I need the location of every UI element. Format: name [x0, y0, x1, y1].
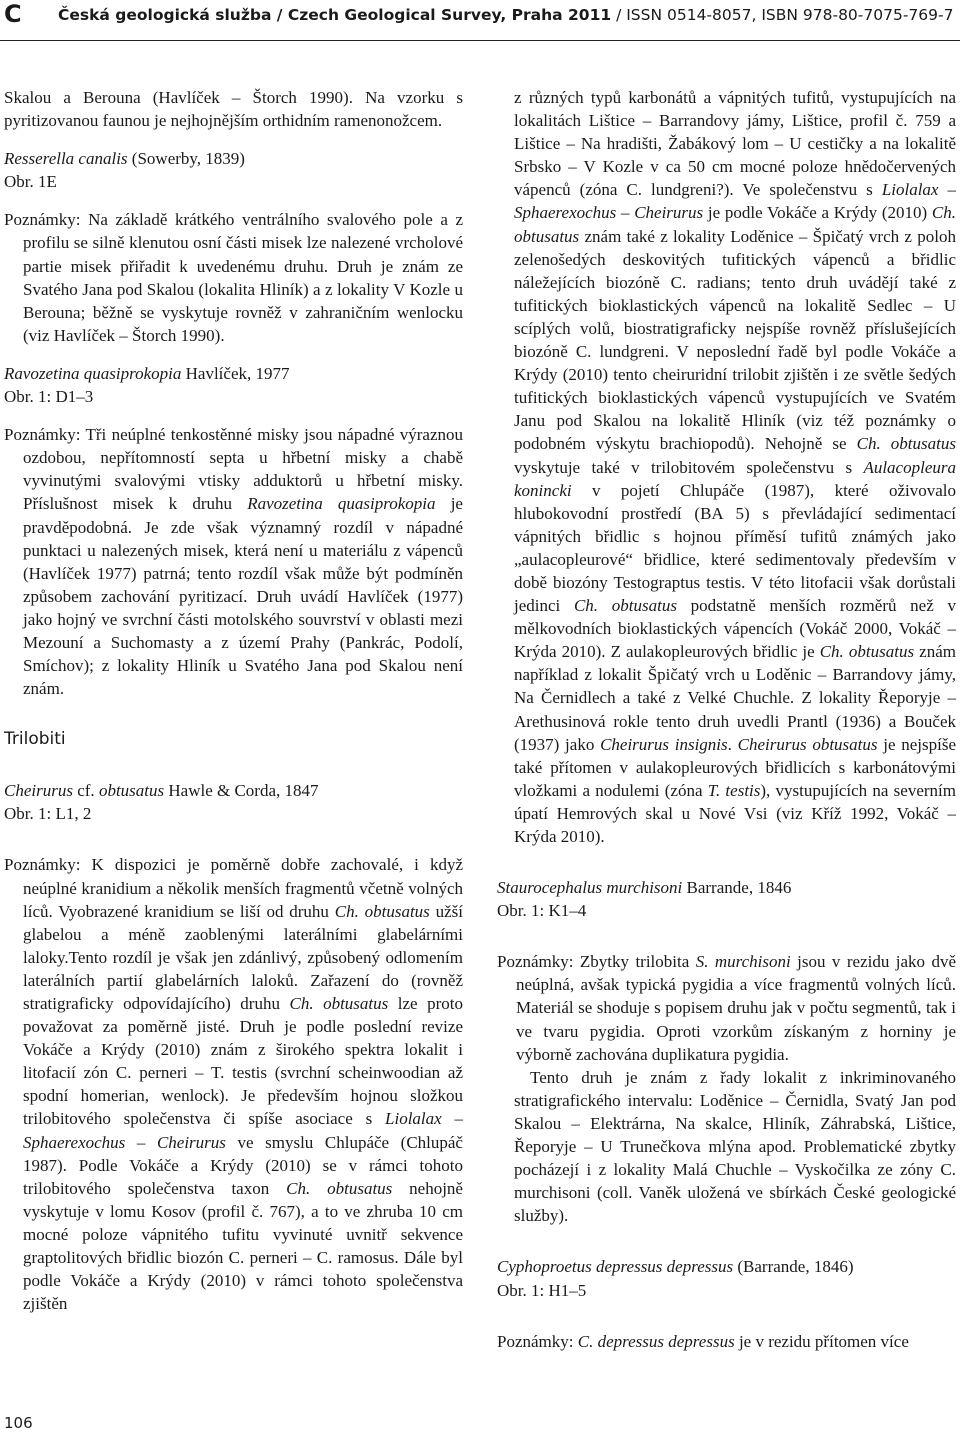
- notes-cheirurus: Poznámky: K dispozici je poměrně dobře zachovalé, i když neúplné kranidium a několik menších fragmentů včetně volných líců. Vyobrazené kranidium se liší od druhu Ch. obtusatus užší glabelou a méně zaoblenými laterálními glabelárními laloky.Tento rozdíl je však jen zdánlivý, způsobený odlomením laterálních partií glabelárních laloků. Zařazení do (rovněž stratigraficky odpovídajícího) druhu Ch. obtusatus lze proto považovat za poměrně jisté. Druh je podle poslední revize Vokáče a Krýdy (2010) znám z širokého spektra lokalit i litofacií zón C. perneri – T. testis (svrchní scheinwoodian až spodní homerian, wenlock). Je především hojnou složkou trilobitového společenstva či spíše asociace s Liolalax – Sphaerexochus – Cheirurus ve smyslu Chlupáče (Chlupáč 1987). Podle Vokáče a Krýdy (2010) se v rámci tohoto trilobitového společenstva taxon Ch. obtusatus nehojně vyskytuje v lomu Kosov (profil č. 767), a to ve zhruba 10 cm mocné poloze vápnitého tufitu vyvinuté uvnitř sekvence graptolitových břidlic biozón C. perneri – C. ramosus. Dále byl podle Vokáče a Krýdy (2010) v rámci tohoto společenstva zjištěn: [4, 855, 463, 1314]
- taxon-author: Hawle & Corda, 1847: [164, 781, 319, 801]
- taxon-cheirurus: Cheirurus cf. obtusatus Hawle & Corda, 1847: [4, 781, 319, 801]
- taxon-resserella: [4, 147, 463, 170]
- taxon-species: obtusatus: [98, 781, 165, 801]
- notes-resserella: Poznámky: Na základě krátkého ventrálního svalového pole a z profilu se silně klenutou osní části misek lze nalezené vrcholové partie misek přiřadit k uvedenému druhu. Druh je znám ze Svatého Jana pod Skalou (lokalita Hliník) a z lokality V Kozle u Berouna; běžně se vyskytuje rovněž v zahraničním wenlocku (viz Havlíček – Štorch 1990).: [4, 210, 463, 345]
- cheirurus-notes-continued: z různých typů karbonátů a vápnitých tufitů, vystupujících na lokalitách Lištice – Barrandovy jámy, Lištice, profil č. 759 a Lištice – Na hradišti, Žabákový lom – U cestičky a na lokalitě Srbsko – V Kozle v ca 50 cm mocné poloze hnědočervených vápenců (zóna C. lundgreni?). Ve společenstvu s Liolalax – Sphaerexochus – Cheirurus je podle Vokáče a Krýdy (2010) Ch. obtusatus znám také z lokality Loděnice – Špičatý vrch z poloh zelenošedých deskovitých tufitických vápenců a břidlic náležejících biozóně C. radians; tento druh uvádějí také z tufitických bioklastických vápenců na lokalitě Sedlec – U scíplých volů, biostratigraficky nejspíše rovněž příslušejících biozóně C. lundgreni. V neposlední řadě byl podle Vokáče a Krýdy (2010) tento cheiruridní trilobit zjištěn i ze světle šedých tufitických bioklastických vápenců vystupujících ve Svatém Janu pod Skalou na lokalitě Hliník (viz též poznámky o podobném výskytu brachiopodů). Nehojně se Ch. obtusatus vyskytuje také v trilobitovém společenstvu s Aulacopleura konincki v pojetí Chlupáče (1987), které oživovalo hlubokovodní prostředí (BA 5) s převládající sedimentací vápnitých břidlic s hojnou příměsí tufitů známých jako „aulacopleurové“ břidlice, které sedimentovaly především v době biozóny Testograptus testis. V této litofacii však dorůstali jedinci Ch. obtusatus podstatně menších rozměrů než v mělkovodních bioklastických vápencích (Vokáč 2000, Vokáč – Krýda 2010). Z aulakopleurových břidlic je Ch. obtusatus znám například z lokalit Špičatý vrch u Loděnic – Barrandovy jámy, Na Černidlech a také z Velké Chuchle. Z lokality Řeporyje – Arethusinová rokle tento druh uvedli Prantl (1936) a Bouček (1937) jako Cheirurus insignis. Cheirurus obtusatus je nejspíše také přítomen v aulakopleurových břidlicích s karbonátovými vložkami a nodulemi (zóna T. testis), vystupujících na severním úpatí Hemrových skal u Nové Vsi (viz Kříž 1992, Vokáč – Krýda 2010).: [514, 88, 957, 846]
- taxon-name: Resserella canalis: [4, 149, 128, 169]
- taxon-staurocephalus: [497, 876, 956, 899]
- right-column: [497, 86, 956, 1353]
- page-number: 106: [4, 1414, 33, 1432]
- taxon-author: Havlíček, 1977: [181, 363, 290, 383]
- figure-ref: Obr. 1: K1–4: [497, 901, 587, 921]
- notes-ravozetina: Poznámky: Tři neúplné tenkostěnné misky jsou nápadné výraznou ozdobou, nepřítomností septa u hřbetní misky a chabě vyvinutými svalovými vtisky adduktorů u hřbetní misky. Příslušnost misek k druhu Ravozetina quasiprokopia je pravděpodobná. Je zde však významný rozdíl v nápadné punktaci u nalezených misek, která není u materiálu z vápenců (Havlíček 1977) patrná; tento rozdíl však může být podmíněn způsobem zachování pyritizací. Druh uvádí Havlíček (1977) jako hojný ve svrchní části motolského souvrství v oblasti mezi Mezouní a Suchomasty a z území Prahy (Pankrác, Podolí, Smíchov); z lokality Hliník u Svatého Jana pod Skalou není znám.: [4, 425, 463, 699]
- taxon-name: Ravozetina quasiprokopia: [4, 363, 182, 383]
- taxon-ravozetina: [4, 362, 463, 385]
- journal-title: [58, 6, 953, 24]
- figure-ref: Obr. 1: L1, 2: [4, 804, 92, 824]
- journal-title-bold: Česká geologická služba / Czech Geological Survey, Praha 2011: [58, 6, 612, 24]
- notes-staurocephalus-localities: Tento druh je znám z řady lokalit z inkriminovaného stratigrafického intervalu: Loděnice – Černidla, Svatý Jan pod Skalou – Elektrárna, Na skalce, Hliník, Záhrabská, Lištice, Řeporyje – U Trunečkova mlýna apod. Problematické zbytky pocházejí i z lokality Malá Chuchle – Vyskočilka ze zóny C. murchisoni (coll. Vaněk uložená ve sbírkách České geologické služby).: [514, 1067, 956, 1226]
- taxon-author: (Barrande, 1846): [733, 1257, 854, 1277]
- figure-ref: Obr. 1: H1–5: [497, 1280, 587, 1300]
- taxon-author: Barrande, 1846: [682, 878, 792, 898]
- notes-cyphoproetus: Poznámky: C. depressus depressus je v rezidu přítomen více: [497, 1331, 909, 1351]
- section-heading: Trilobiti: [4, 729, 66, 750]
- taxon-genus: Cheirurus: [4, 781, 73, 801]
- taxon-name: Staurocephalus murchisoni: [497, 878, 683, 898]
- intro-paragraph: Skalou a Berouna (Havlíček – Štorch 1990). Na vzorku s pyritizovanou faunou je nejhojnějším orthidním ramenonožcem.: [4, 88, 463, 131]
- taxon-author: (Sowerby, 1839): [127, 149, 245, 169]
- figure-ref: Obr. 1E: [4, 172, 57, 192]
- page-header: [0, 0, 960, 34]
- header-divider: [0, 40, 960, 41]
- left-column: [4, 86, 463, 1315]
- taxon-cyphoproetus: [497, 1255, 956, 1278]
- journal-issn: / ISSN 0514-8057, ISBN 978-80-7075-769-7: [611, 6, 954, 24]
- taxon-name: Cyphoproetus depressus depressus: [497, 1257, 734, 1277]
- section-letter: C: [4, 0, 22, 28]
- notes-staurocephalus: Poznámky: Zbytky trilobita S. murchisoni jsou v rezidu jako dvě neúplná, avšak typická pygidia a více fragmentů volných líců. Materiál se shoduje s popisem druhu jak v počtu segmentů, tak i ve tvaru pygidia. Oproti vzorkům získaným z horniny je výborně zachována duplikatura pygidia.: [497, 952, 956, 1064]
- figure-ref: Obr. 1: D1–3: [4, 387, 94, 407]
